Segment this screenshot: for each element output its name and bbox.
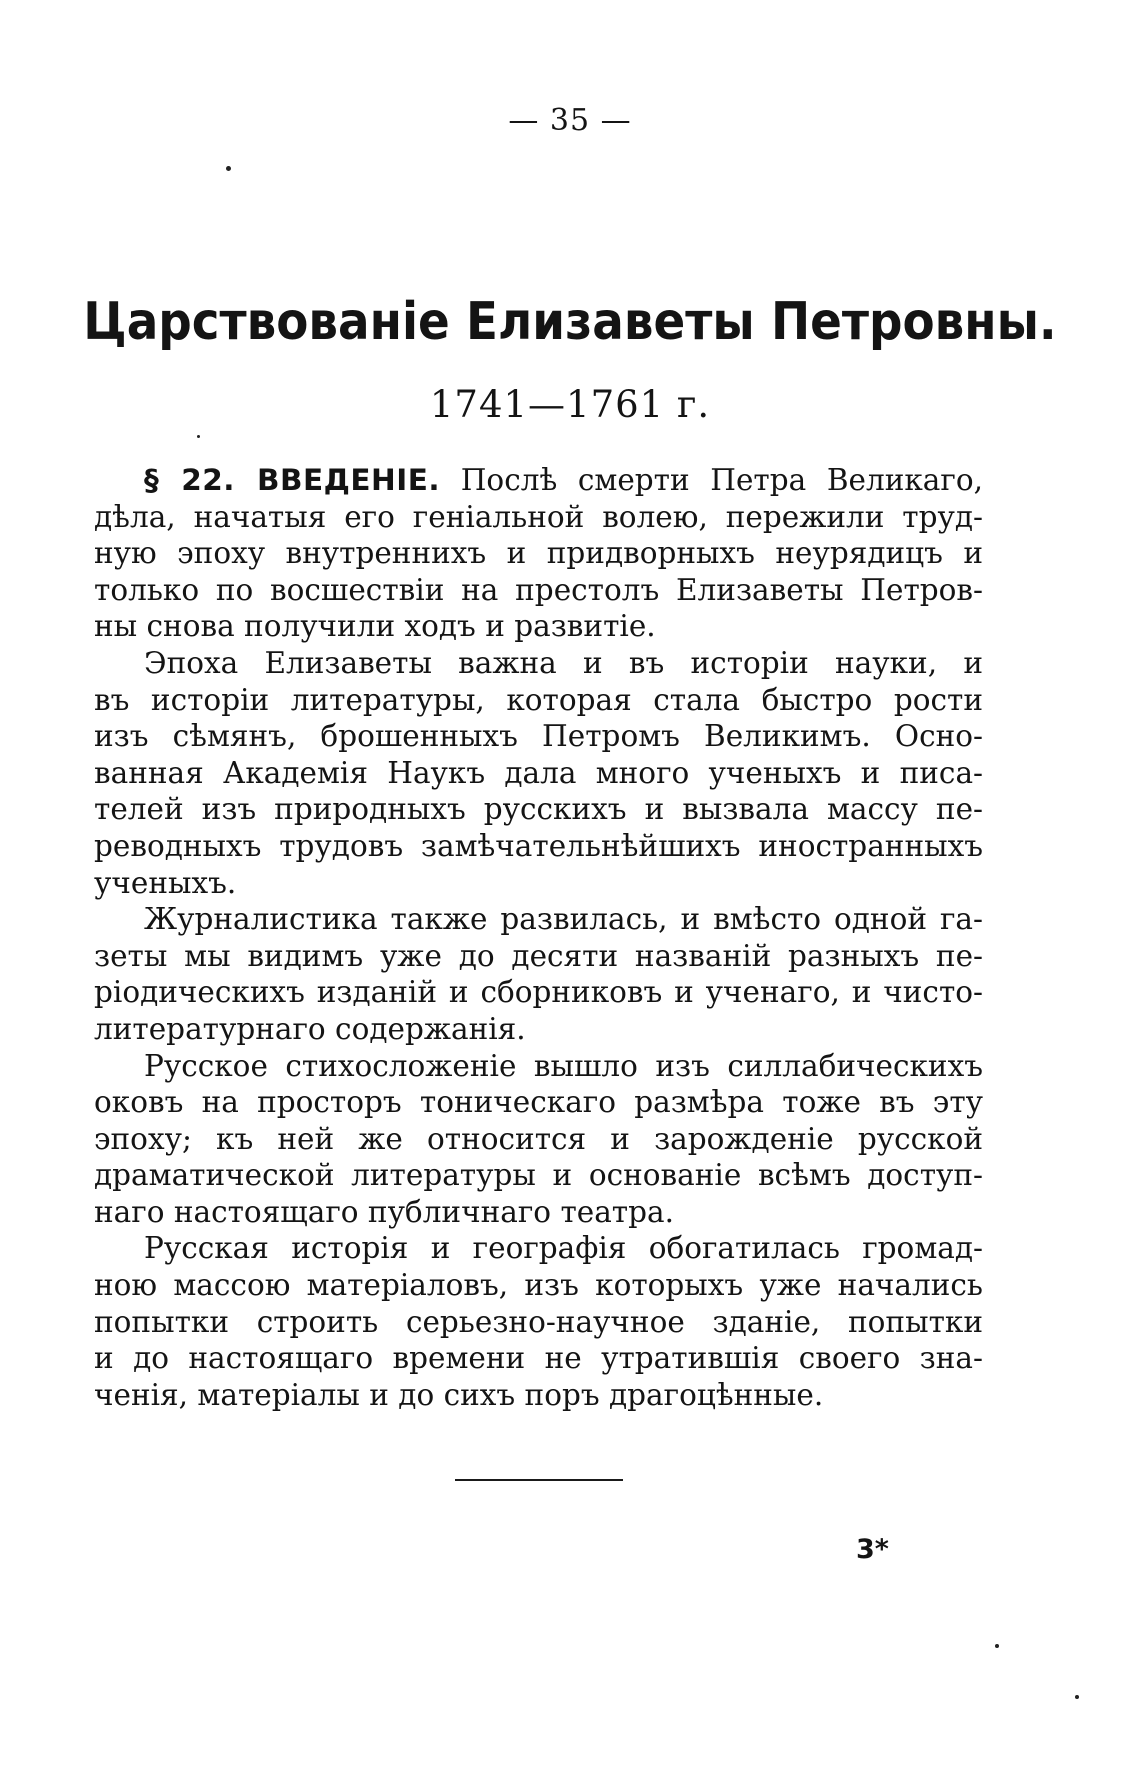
- text-line: и до настоящаго времени не утратившія своего зна-: [94, 1341, 983, 1376]
- text-line: реводныхъ трудовъ замѣчательнѣйшихъ иностранныхъ: [94, 828, 983, 863]
- text-line: ученыхъ.: [94, 865, 237, 900]
- text-line: Журналистика также развилась, и вмѣсто одной га-: [144, 902, 983, 937]
- text-fragment: Послѣ смерти Петра Великаго,: [440, 463, 983, 497]
- text-line: Русская исторія и географія обогатилась громад-: [144, 1231, 983, 1266]
- text-line: Русское стихосложеніе вышло изъ силлабическихъ: [144, 1048, 983, 1083]
- text-line: ванная Академія Наукъ дала много ученыхъ и писа-: [94, 755, 983, 790]
- text-line: ны снова получили ходъ и развитіе.: [94, 609, 656, 644]
- text-line: только по восшествіи на престолъ Елизаветы Петров-: [94, 572, 983, 607]
- print-speck: [995, 1644, 999, 1648]
- text-line: ною массою матеріаловъ, изъ которыхъ уже начались: [94, 1268, 983, 1303]
- text-line: зеты мы видимъ уже до десяти названій разныхъ пе-: [94, 938, 983, 973]
- text-line: ріодическихъ изданій и сборниковъ и ученаго, и чисто-: [94, 975, 983, 1010]
- text-line: Эпоха Елизаветы важна и въ исторіи науки, и: [144, 645, 983, 680]
- print-speck: [226, 166, 231, 171]
- section-divider: [455, 1479, 623, 1481]
- text-line: [144, 462, 983, 499]
- signature-mark: 3*: [856, 1534, 889, 1565]
- text-line: наго настоящаго публичнаго театра.: [94, 1194, 674, 1229]
- print-speck: [1075, 1695, 1079, 1699]
- text-line: изъ сѣмянъ, брошенныхъ Петромъ Великимъ. Осно-: [94, 719, 983, 754]
- text-line: оковъ на просторъ тоническаго размѣра тоже въ эту: [94, 1085, 983, 1120]
- text-line: попытки строить серьезно-научное зданіе, попытки: [94, 1304, 983, 1339]
- text-line: ченія, матеріалы и до сихъ поръ драгоцѣнные.: [94, 1377, 824, 1412]
- page-number: — 35 —: [508, 103, 632, 138]
- print-speck: [197, 435, 200, 438]
- text-line: телей изъ природныхъ русскихъ и вызвала массу пе-: [94, 792, 983, 827]
- text-line: ную эпоху внутреннихъ и придворныхъ неурядицъ и: [94, 536, 983, 571]
- text-line: литературнаго содержанія.: [94, 1011, 526, 1046]
- section-heading: § 22. ВВЕДЕНІЕ.: [144, 463, 441, 497]
- body-text: [94, 462, 983, 1413]
- text-line: въ исторіи литературы, которая стала быстро рости: [94, 682, 983, 717]
- text-line: драматической литературы и основаніе всѣмъ доступ-: [94, 1158, 983, 1193]
- chapter-title: Царствованіе Елизаветы Петровны.: [83, 292, 1057, 352]
- text-line: эпоху; къ ней же относится и зарожденіе русской: [94, 1121, 983, 1156]
- text-line: дѣла, начатыя его геніальной волею, пережили труд-: [94, 499, 983, 534]
- chapter-years: 1741—1761 г.: [429, 383, 711, 426]
